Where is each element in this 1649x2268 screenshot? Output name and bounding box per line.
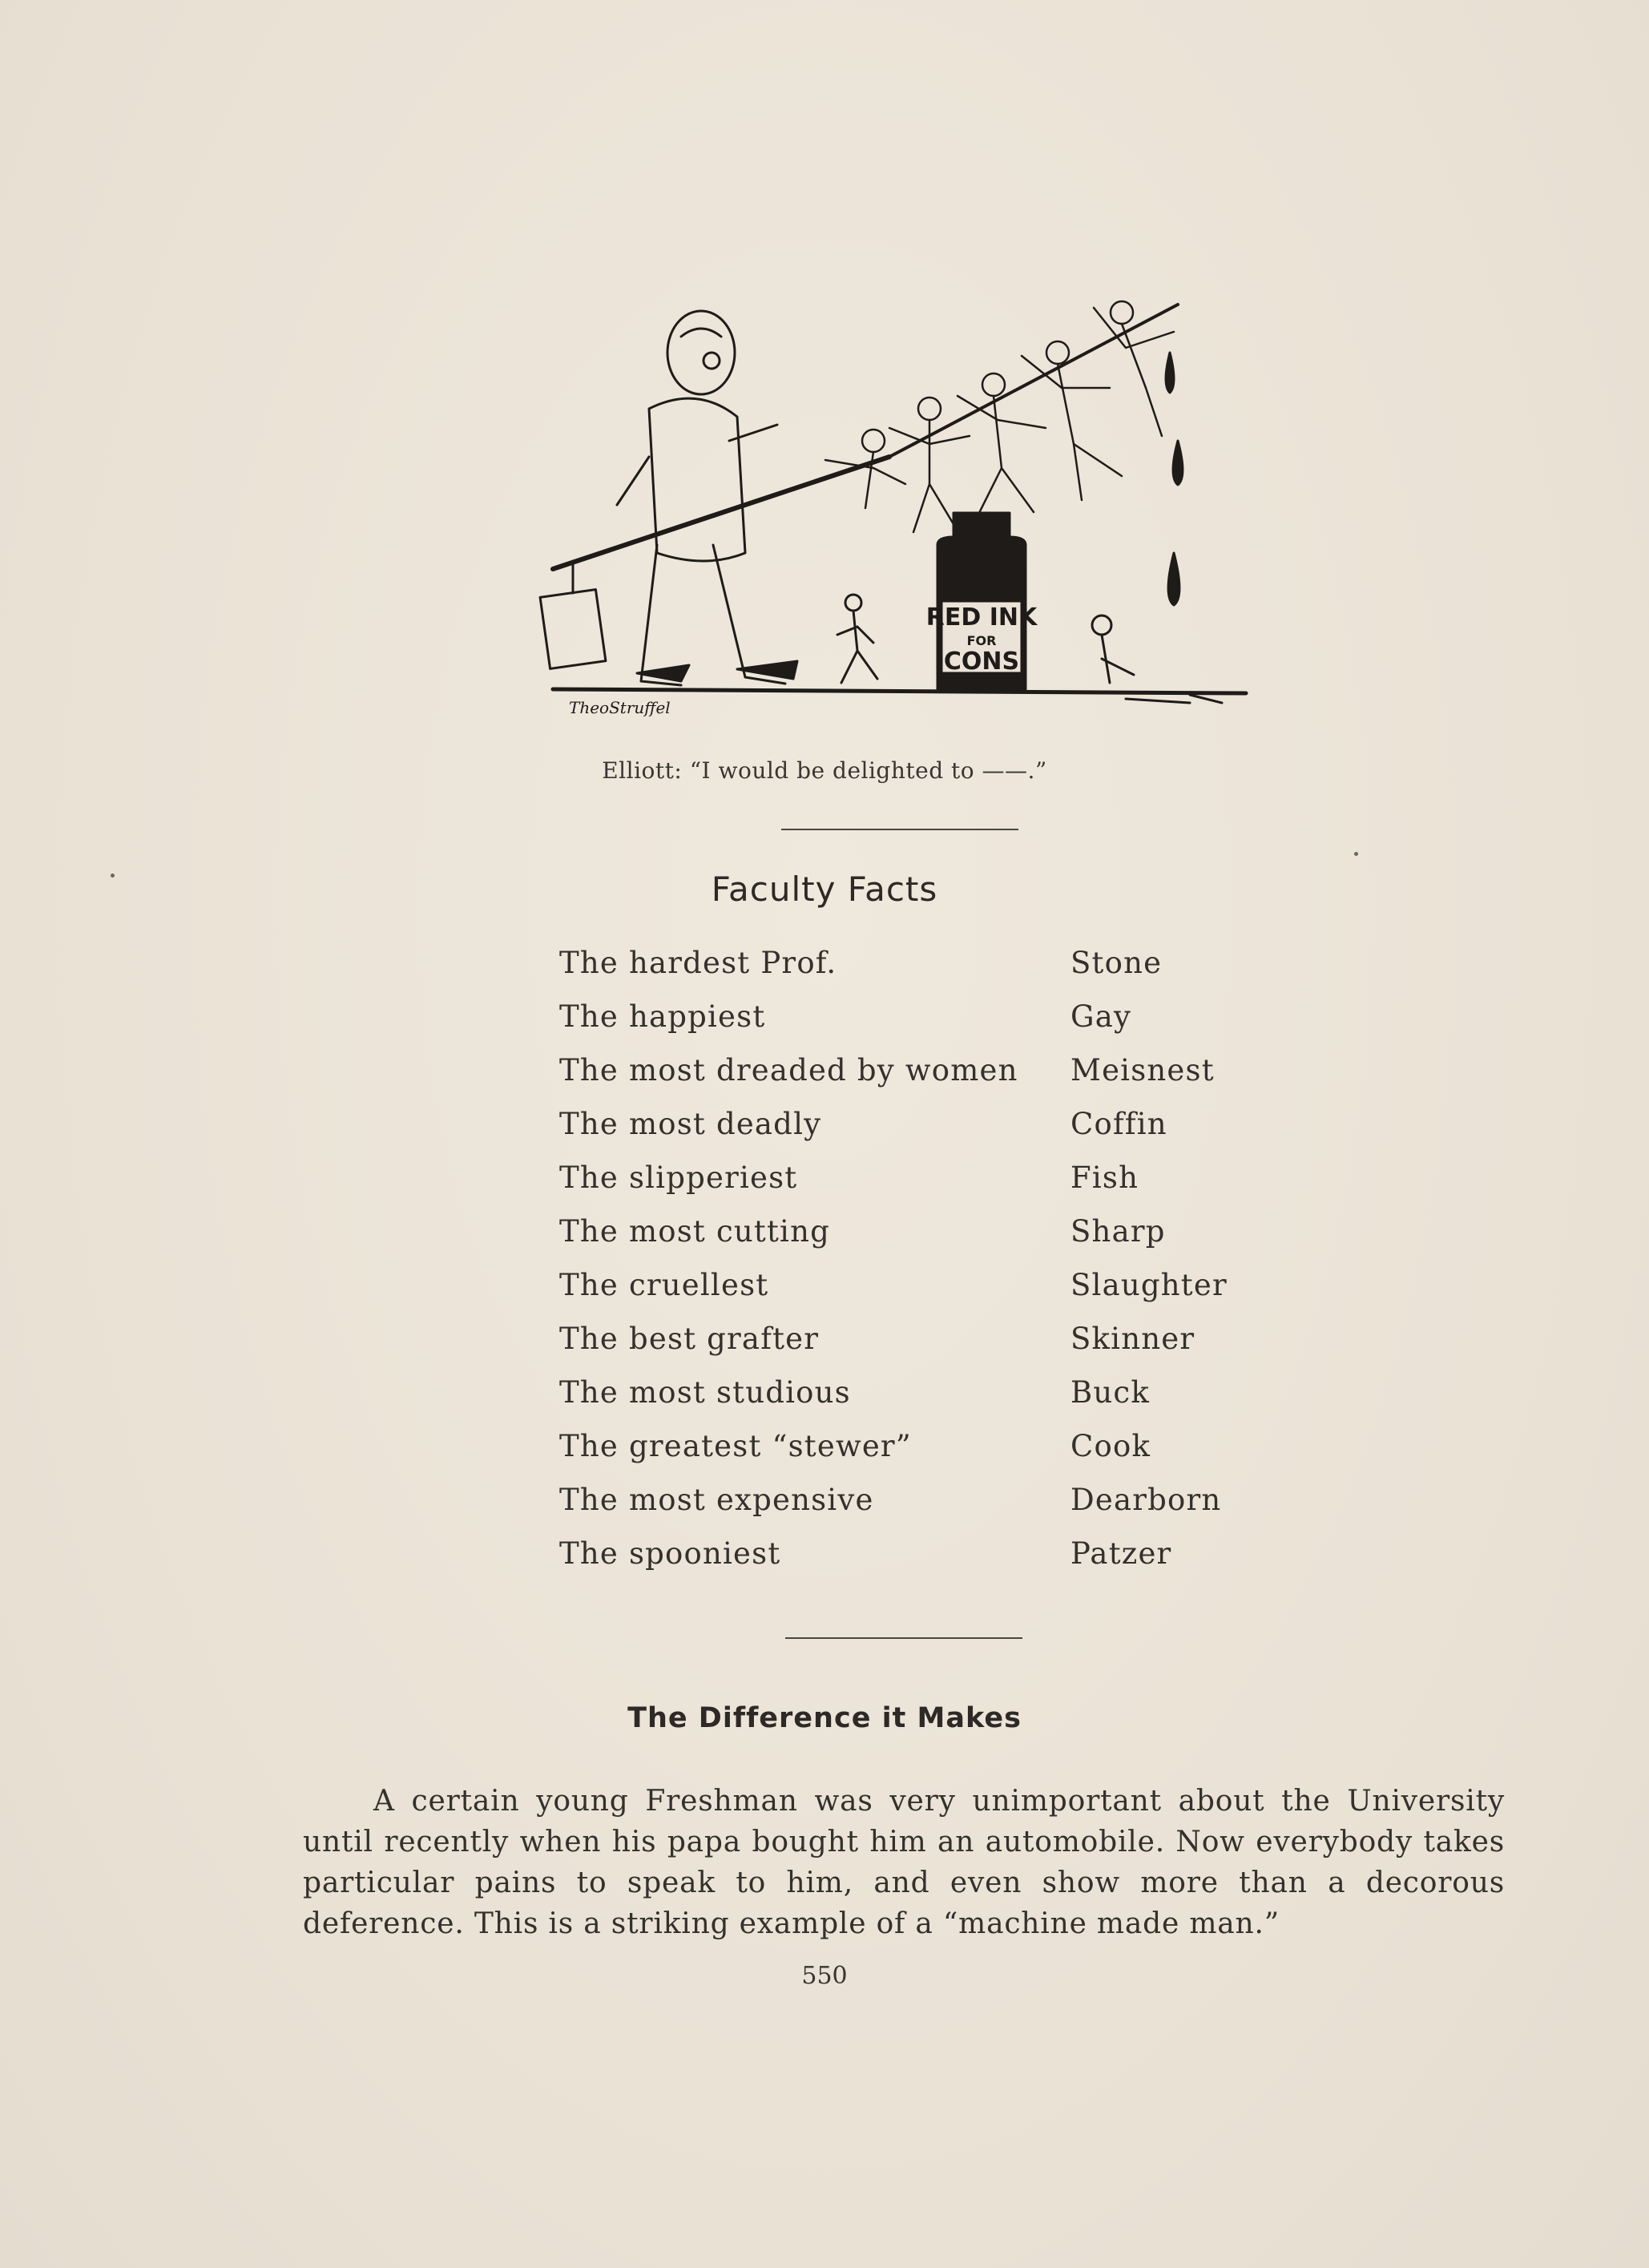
fact-row — [559, 946, 1280, 999]
fact-value: Patzer — [1070, 1536, 1172, 1571]
fact-value: Sharp — [1070, 1214, 1166, 1249]
fact-value: Fish — [1070, 1160, 1139, 1195]
divider-rule-bottom — [785, 1637, 1022, 1639]
fact-value: Stone — [1070, 946, 1163, 980]
fact-row — [559, 1107, 1280, 1160]
fact-row — [559, 1268, 1280, 1322]
fact-label: The most deadly — [559, 1107, 822, 1141]
bottle-label-cons: CONS — [943, 648, 1020, 676]
fact-label: The spooniest — [559, 1536, 781, 1571]
fact-row — [559, 1375, 1280, 1429]
faculty-facts-list — [559, 946, 1280, 1590]
fact-row — [559, 1536, 1280, 1590]
fact-label: The most studious — [559, 1375, 851, 1410]
fact-row — [559, 1214, 1280, 1268]
fact-label: The best grafter — [559, 1322, 820, 1356]
fact-value: Cook — [1070, 1429, 1151, 1463]
difference-title: The Difference it Makes — [627, 1702, 1022, 1734]
bottle-label-red-ink: RED INK — [925, 603, 1038, 632]
paper-speck — [1354, 852, 1358, 856]
fact-label: The most cutting — [559, 1214, 830, 1249]
fact-label: The hardest Prof. — [559, 946, 837, 980]
fact-value: Coffin — [1070, 1107, 1167, 1141]
fact-value: Dearborn — [1070, 1483, 1222, 1517]
fact-label: The most expensive — [559, 1483, 874, 1517]
fact-row — [559, 1429, 1280, 1483]
cartoon-illustration — [529, 256, 1250, 721]
fact-value: Buck — [1070, 1375, 1150, 1410]
fact-row — [559, 1053, 1280, 1107]
divider-rule-top — [781, 829, 1018, 830]
fact-row — [559, 1160, 1280, 1214]
fact-value: Skinner — [1070, 1322, 1195, 1356]
page-number: 550 — [801, 1962, 848, 1990]
fact-label: The greatest “stewer” — [559, 1429, 912, 1463]
faculty-facts-title: Faculty Facts — [711, 870, 938, 909]
fact-row — [559, 1483, 1280, 1536]
artist-signature: TheoStruffel — [569, 698, 671, 717]
cartoon-caption: Elliott: “I would be delighted to ——.” — [602, 757, 1047, 784]
fact-value: Meisnest — [1070, 1053, 1215, 1088]
fact-label: The most dreaded by women — [559, 1053, 1018, 1088]
fact-row — [559, 1322, 1280, 1375]
fact-value: Slaughter — [1070, 1268, 1228, 1302]
difference-paragraph: A certain young Freshman was very unimportant about the University until recently when his papa bought him an automobile. Now everybody takes particular pains to speak to him, and even show more than a decorous deference. This is a striking example of a “machine made man.” — [303, 1785, 1505, 1940]
fact-label: The happiest — [559, 999, 766, 1034]
fact-label: The slipperiest — [559, 1160, 798, 1195]
fact-value: Gay — [1070, 999, 1132, 1034]
bottle-label-for: FOR — [966, 633, 997, 648]
paper-speck — [111, 874, 115, 878]
fact-label: The cruellest — [559, 1268, 769, 1302]
fact-row — [559, 999, 1280, 1053]
